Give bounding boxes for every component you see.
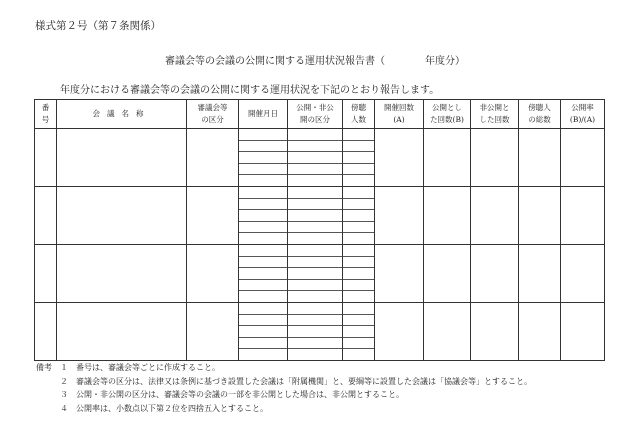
cell-subrows xyxy=(343,129,374,186)
cell-subrow xyxy=(239,129,287,141)
table-row xyxy=(35,187,605,245)
table-cell xyxy=(35,187,57,245)
note-item: 備考 １ 番号は、審議会等ごとに作成すること。 xyxy=(36,361,532,375)
cell-subrow xyxy=(239,152,287,164)
table-cell xyxy=(424,303,471,361)
table-cell xyxy=(375,245,424,303)
cell-subrow xyxy=(288,268,342,280)
cell-subrow xyxy=(239,210,287,222)
note-item: ４ 公開率は、小数点以下第２位を四捨五入とすること。 xyxy=(60,403,268,413)
cell-subrow xyxy=(343,303,374,315)
header-meeting-date: 開催月日 xyxy=(239,100,288,129)
cell-subrow xyxy=(288,141,342,153)
header-private-count: 非公開と した回数 xyxy=(471,100,519,129)
cell-subrow xyxy=(239,349,287,360)
cell-subrow xyxy=(343,164,374,176)
cell-subrow xyxy=(288,129,342,141)
notes-label: 備考 xyxy=(36,363,52,372)
header-public-rate: 公開率 (B)/(A) xyxy=(561,100,605,129)
cell-subrow xyxy=(239,338,287,350)
cell-subrow xyxy=(343,338,374,350)
table-cell xyxy=(471,245,519,303)
cell-subrow xyxy=(288,349,342,360)
table-cell xyxy=(519,245,561,303)
form-number: 様式第２号（第７条関係） xyxy=(35,20,161,32)
cell-subrow xyxy=(288,164,342,176)
cell-subrow xyxy=(288,222,342,234)
cell-subrow xyxy=(288,152,342,164)
header-meeting-name: 会議名称 xyxy=(57,100,187,129)
cell-subrows xyxy=(239,303,287,360)
cell-subrow xyxy=(288,303,342,315)
table-row xyxy=(35,245,605,303)
cell-subrow xyxy=(288,326,342,338)
table-cell xyxy=(187,187,239,245)
cell-subrow xyxy=(288,175,342,186)
table-cell xyxy=(375,187,424,245)
document-title xyxy=(0,52,630,67)
table-cell xyxy=(288,129,343,187)
table-cell xyxy=(187,303,239,361)
cell-subrow xyxy=(239,199,287,211)
report-table xyxy=(34,99,605,361)
cell-subrow xyxy=(343,199,374,211)
table-cell xyxy=(375,303,424,361)
cell-subrow xyxy=(288,257,342,269)
table-cell xyxy=(239,187,288,245)
cell-subrow xyxy=(343,349,374,360)
cell-subrow xyxy=(343,245,374,257)
cell-subrows xyxy=(239,245,287,302)
table-cell xyxy=(424,245,471,303)
table-cell xyxy=(519,129,561,187)
intro-text: 年度分における審議会等の会議の公開に関する運用状況を下記のとおり報告します。 xyxy=(60,85,440,96)
table-cell xyxy=(561,129,605,187)
table-cell xyxy=(57,187,187,245)
table-cell xyxy=(57,303,187,361)
header-public-count: 公開とし た回数(B) xyxy=(424,100,471,129)
note-item: ３ 公開・非公開の区分は、審議会等の会議の一部を非公開とした場合は、非公開とすること。 xyxy=(60,390,404,399)
table-cell xyxy=(561,303,605,361)
cell-subrows xyxy=(343,303,374,360)
table-cell xyxy=(519,303,561,361)
header-audience: 傍聴 人数 xyxy=(343,100,375,129)
cell-subrow xyxy=(239,245,287,257)
cell-subrows xyxy=(239,129,287,186)
table-cell xyxy=(35,245,57,303)
cell-subrow xyxy=(343,291,374,302)
cell-subrow xyxy=(239,175,287,186)
table-cell xyxy=(424,187,471,245)
cell-subrow xyxy=(343,257,374,269)
table-cell xyxy=(239,129,288,187)
note-item: ２ 審議会等の区分は、法律又は条例に基づき設置した会議は「附属機関」と、要綱等に設置した会議は「協議会等」とすること。 xyxy=(60,376,532,386)
cell-subrow xyxy=(288,233,342,244)
table-cell xyxy=(343,129,375,187)
cell-subrows xyxy=(343,245,374,302)
cell-subrows xyxy=(288,245,342,302)
table-body xyxy=(35,129,605,361)
table-cell xyxy=(288,245,343,303)
table-header-row xyxy=(35,100,605,129)
cell-subrow xyxy=(288,338,342,350)
cell-subrow xyxy=(288,291,342,302)
table-cell xyxy=(375,129,424,187)
cell-subrow xyxy=(343,268,374,280)
table-cell xyxy=(561,187,605,245)
cell-subrow xyxy=(288,199,342,211)
table-cell xyxy=(239,245,288,303)
title-main: 審議会等の会議の公開に関する運用状況報告書（ xyxy=(165,56,385,67)
cell-subrow xyxy=(239,315,287,327)
table-cell xyxy=(519,187,561,245)
cell-subrow xyxy=(343,152,374,164)
cell-subrow xyxy=(288,245,342,257)
cell-subrow xyxy=(239,222,287,234)
header-meeting-count: 開催回数 (A) xyxy=(375,100,424,129)
cell-subrow xyxy=(343,210,374,222)
header-audience-total: 傍聴人 の総数 xyxy=(519,100,561,129)
cell-subrow xyxy=(239,303,287,315)
cell-subrows xyxy=(239,187,287,244)
table-cell xyxy=(35,303,57,361)
cell-subrow xyxy=(343,280,374,292)
cell-subrow xyxy=(343,222,374,234)
cell-subrow xyxy=(343,187,374,199)
table-cell xyxy=(288,187,343,245)
table-row xyxy=(35,129,605,187)
table-cell xyxy=(471,303,519,361)
cell-subrows xyxy=(288,129,342,186)
table-cell xyxy=(343,245,375,303)
notes-section xyxy=(36,361,532,415)
table-cell xyxy=(187,129,239,187)
cell-subrow xyxy=(288,210,342,222)
cell-subrow xyxy=(343,233,374,244)
table-cell xyxy=(561,245,605,303)
cell-subrows xyxy=(343,187,374,244)
header-number: 番 号 xyxy=(35,100,57,129)
cell-subrow xyxy=(288,315,342,327)
header-council-type: 審議会等 の区分 xyxy=(187,100,239,129)
table-cell xyxy=(343,303,375,361)
table-cell xyxy=(187,245,239,303)
cell-subrow xyxy=(239,233,287,244)
cell-subrow xyxy=(343,326,374,338)
table-cell xyxy=(35,129,57,187)
cell-subrow xyxy=(288,280,342,292)
cell-subrow xyxy=(343,315,374,327)
report-table-wrapper xyxy=(34,99,604,355)
cell-subrow xyxy=(239,291,287,302)
cell-subrows xyxy=(288,187,342,244)
table-row xyxy=(35,303,605,361)
cell-subrow xyxy=(239,187,287,199)
cell-subrow xyxy=(239,164,287,176)
cell-subrow xyxy=(239,280,287,292)
cell-subrow xyxy=(343,175,374,186)
cell-subrow xyxy=(239,268,287,280)
table-cell xyxy=(424,129,471,187)
table-cell xyxy=(288,303,343,361)
header-public-type: 公開・非公 開の区分 xyxy=(288,100,343,129)
title-suffix: 年度分） xyxy=(425,56,465,67)
table-cell xyxy=(57,129,187,187)
cell-subrow xyxy=(239,326,287,338)
cell-subrow xyxy=(288,187,342,199)
cell-subrow xyxy=(343,141,374,153)
table-cell xyxy=(57,245,187,303)
cell-subrows xyxy=(288,303,342,360)
cell-subrow xyxy=(239,257,287,269)
table-cell xyxy=(471,129,519,187)
cell-subrow xyxy=(343,129,374,141)
table-cell xyxy=(471,187,519,245)
table-cell xyxy=(239,303,288,361)
table-cell xyxy=(343,187,375,245)
cell-subrow xyxy=(239,141,287,153)
